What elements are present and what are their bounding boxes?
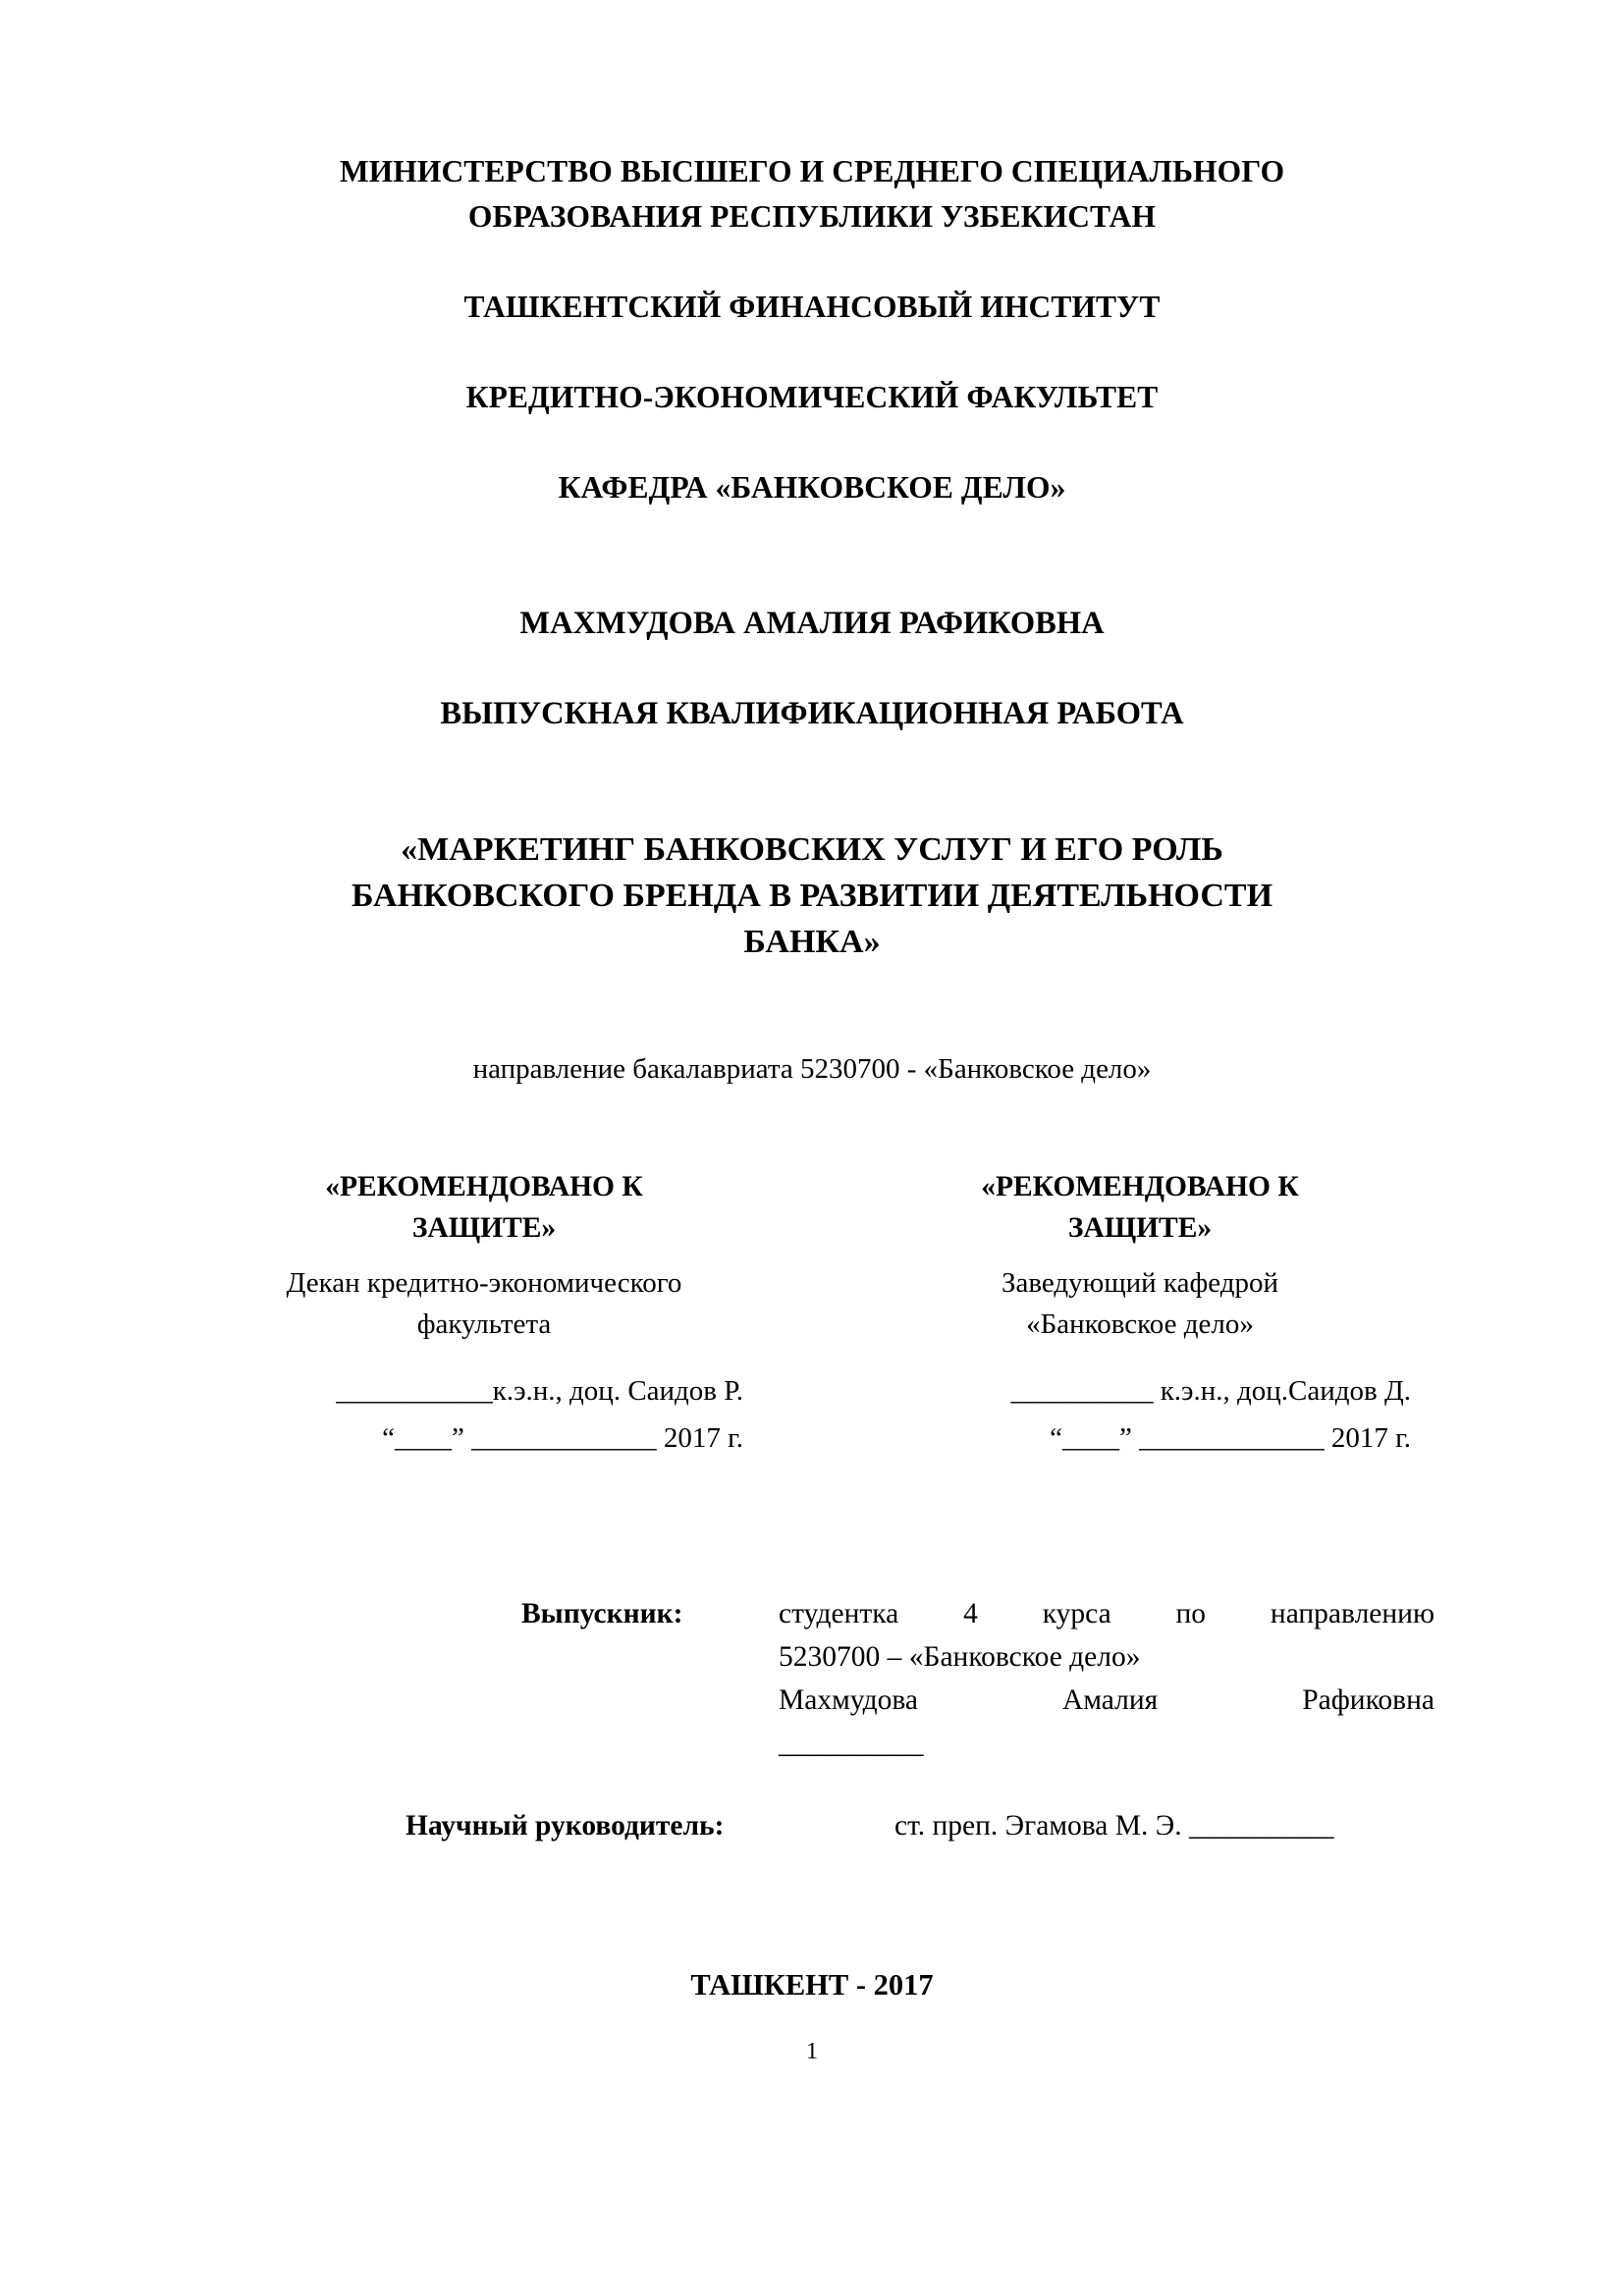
graduate-row: [521, 1592, 1435, 1765]
graduate-value-line-2: 5230700 – «Банковское дело»: [779, 1641, 1141, 1673]
approval-heading-dean-line-2: ЗАЩИТЕ»: [411, 1212, 557, 1244]
approval-role-department-head: [845, 1262, 1435, 1345]
degree-program-line: направление бакалавриата 5230700 - «Банковское дело»: [472, 1053, 1152, 1085]
approval-role-department-head-line-2: «Банковское дело»: [1026, 1308, 1254, 1340]
thesis-title-line-3: БАНКА»: [743, 924, 881, 960]
approval-heading-department-head-line-1: «РЕКОМЕНДОВАНО К: [981, 1171, 1299, 1202]
approval-column-dean: [189, 1166, 812, 1459]
thesis-title-line-1: «МАРКЕТИНГ БАНКОВСКИХ УСЛУГ И ЕГО РОЛЬ: [401, 831, 1223, 868]
approval-date-dean: “____” _____________ 2017 г.: [382, 1422, 743, 1454]
approval-date-department-head: “____” _____________ 2017 г.: [1050, 1422, 1411, 1454]
thesis-title: [189, 827, 1435, 965]
department-name: КАФЕДРА «БАНКОВСКОЕ ДЕЛО»: [558, 470, 1066, 505]
ministry-line-1: МИНИСТЕРСТВО ВЫСШЕГО И СРЕДНЕГО СПЕЦИАЛЬНОГО: [339, 154, 1285, 188]
graduate-value-line-1: студентка 4 курса по направлению: [779, 1598, 1435, 1629]
work-type: ВЫПУСКНАЯ КВАЛИФИКАЦИОННАЯ РАБОТА: [440, 696, 1184, 731]
approval-signature-dean: ___________к.э.н., доц. Саидов Р.: [336, 1375, 743, 1407]
approval-role-department-head-line-1: Заведующий кафедрой: [1001, 1267, 1279, 1299]
header-spacer-2: [189, 330, 1435, 375]
graduate-value: [779, 1592, 1435, 1765]
approval-heading-department-head-line-2: ЗАЩИТЕ»: [1067, 1212, 1213, 1244]
graduate-value-line-3: Махмудова Амалия Рафиковна: [779, 1684, 1435, 1716]
approval-heading-department-head: [845, 1166, 1435, 1249]
author-name: МАХМУДОВА АМАЛИЯ РАФИКОВНА: [519, 606, 1105, 641]
graduate-signature-blank: __________: [779, 1728, 924, 1759]
page-number: 1: [806, 2039, 818, 2064]
approval-role-dean-line-1: Декан кредитно-экономического: [286, 1267, 682, 1299]
header-spacer-1: [189, 240, 1435, 285]
approval-signature-department-head: __________ к.э.н., доц.Саидов Д.: [1010, 1375, 1411, 1407]
thesis-title-line-2: БАНКОВСКОГО БРЕНДА В РАЗВИТИИ ДЕЯТЕЛЬНОСТИ: [351, 878, 1273, 914]
people-section: [189, 1592, 1435, 1847]
approval-column-department-head: [812, 1166, 1435, 1459]
approval-heading-dean-line-1: «РЕКОМЕНДОВАНО К: [325, 1171, 643, 1202]
approval-role-dean: [189, 1262, 779, 1345]
faculty-name: КРЕДИТНО-ЭКОНОМИЧЕСКИЙ ФАКУЛЬТЕТ: [465, 380, 1159, 414]
graduate-label: Выпускник:: [521, 1598, 683, 1629]
approval-heading-dean: [189, 1166, 779, 1249]
city-year: ТАШКЕНТ - 2017: [690, 1968, 934, 2002]
advisor-row: [406, 1804, 1435, 1847]
advisor-label: Научный руководитель:: [406, 1810, 725, 1842]
ministry-line-2: ОБРАЗОВАНИЯ РЕСПУБЛИКИ УЗБЕКИСТАН: [467, 199, 1157, 234]
institute-name: ТАШКЕНТСКИЙ ФИНАНСОВЫЙ ИНСТИТУТ: [463, 290, 1161, 324]
approval-role-dean-line-2: факультета: [416, 1308, 552, 1340]
organization-header: [189, 149, 1435, 510]
advisor-value: ст. преп. Эгамова М. Э. __________: [894, 1810, 1334, 1842]
page-content: [189, 0, 1435, 2067]
header-spacer-3: [189, 420, 1435, 465]
approval-section: [189, 1166, 1435, 1459]
